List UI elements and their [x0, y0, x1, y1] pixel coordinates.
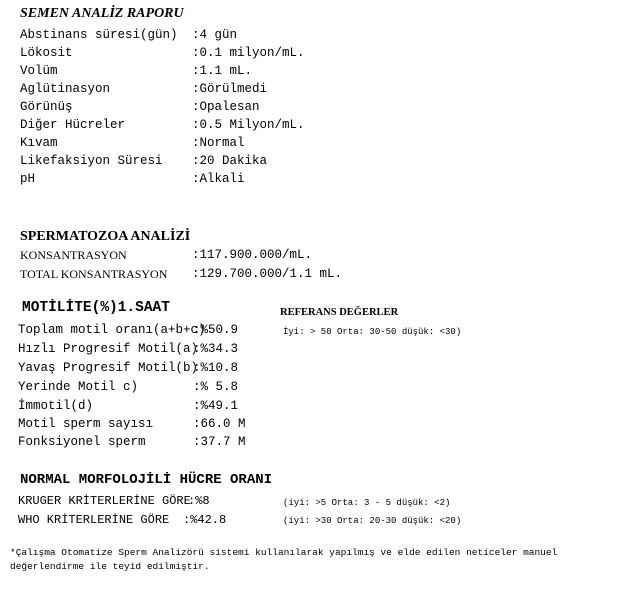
row-label: Kıvam — [20, 136, 58, 150]
kruger-reference: (iyi: >5 Orta: 3 - 5 düşük: <2) — [283, 498, 451, 508]
row-value: :%50.9 — [193, 323, 239, 337]
row-label: Fonksiyonel sperm — [18, 435, 146, 449]
spermatozoa-title: SPERMATOZOA ANALİZİ — [20, 229, 191, 244]
row-value: :0.5 Milyon/mL. — [192, 118, 305, 132]
row-value: :1.1 mL. — [192, 64, 253, 78]
row-value: :4 gün — [192, 28, 238, 42]
row-value: :%8 — [188, 494, 210, 508]
row-label: Lökosit — [20, 46, 73, 60]
row-label: Motil sperm sayısı — [18, 417, 154, 431]
row-label: pH — [20, 172, 36, 186]
row-label: Toplam motil oranı(a+b+c) — [18, 323, 206, 337]
row-value: :%10.8 — [193, 361, 239, 375]
row-value: :%49.1 — [193, 399, 239, 413]
row-label: Diğer Hücreler — [20, 118, 126, 132]
row-value: :Normal — [192, 136, 245, 150]
row-label: Volüm — [20, 64, 58, 78]
row-label: Yerinde Motil c) — [18, 380, 139, 394]
report-title: SEMEN ANALİZ RAPORU — [20, 6, 184, 21]
row-value: :0.1 milyon/mL. — [192, 46, 305, 60]
row-label: KRUGER KRİTERLERİNE GÖRE — [18, 494, 191, 508]
row-value: :37.7 M — [193, 435, 246, 449]
reference-title: REFERANS DEĞERLER — [280, 307, 399, 318]
footnote: *Çalışma Otomatize Sperm Analizörü sistemi kullanılarak yapılmış ve elde edilen neticeler manuel değerlendirme ile teyid edilmiştir. — [10, 547, 558, 572]
row-value: :Alkali — [192, 172, 245, 186]
who-reference: (iyi: >30 Orta: 20-30 düşük: <20) — [283, 516, 462, 526]
row-label: Görünüş — [20, 100, 73, 114]
row-value: :%34.3 — [193, 342, 239, 356]
row-value: :66.0 M — [193, 417, 246, 431]
row-label: Hızlı Progresif Motil(a) — [18, 342, 199, 356]
row-value: :% 5.8 — [193, 380, 239, 394]
row-value: :Görülmedi — [192, 82, 268, 96]
row-value: :20 Dakika — [192, 154, 268, 168]
row-value: :%42.8 — [183, 513, 227, 527]
row-label: Yavaş Progresif Motil(b) — [18, 361, 199, 375]
reference-text: İyi: > 50 Orta: 30-50 düşük: <30) — [283, 327, 462, 337]
row-label: Aglütinasyon — [20, 82, 111, 96]
morphology-title: NORMAL MORFOLOJİLİ HÜCRE ORANI — [20, 472, 273, 488]
row-label: KONSANTRASYON — [20, 248, 127, 262]
row-label: WHO KRİTERLERİNE GÖRE — [18, 513, 170, 527]
row-value: :Opalesan — [192, 100, 260, 114]
row-label: Likefaksiyon Süresi — [20, 154, 163, 168]
row-label: Abstinans süresi(gün) — [20, 28, 178, 42]
row-value: :117.900.000/mL. — [192, 248, 313, 262]
row-label: TOTAL KONSANTRASYON — [20, 267, 168, 281]
motility-title: MOTİLİTE(%)1.SAAT — [22, 300, 170, 316]
row-value: :129.700.000/1.1 mL. — [192, 267, 343, 281]
row-label: İmmotil(d) — [18, 399, 94, 413]
